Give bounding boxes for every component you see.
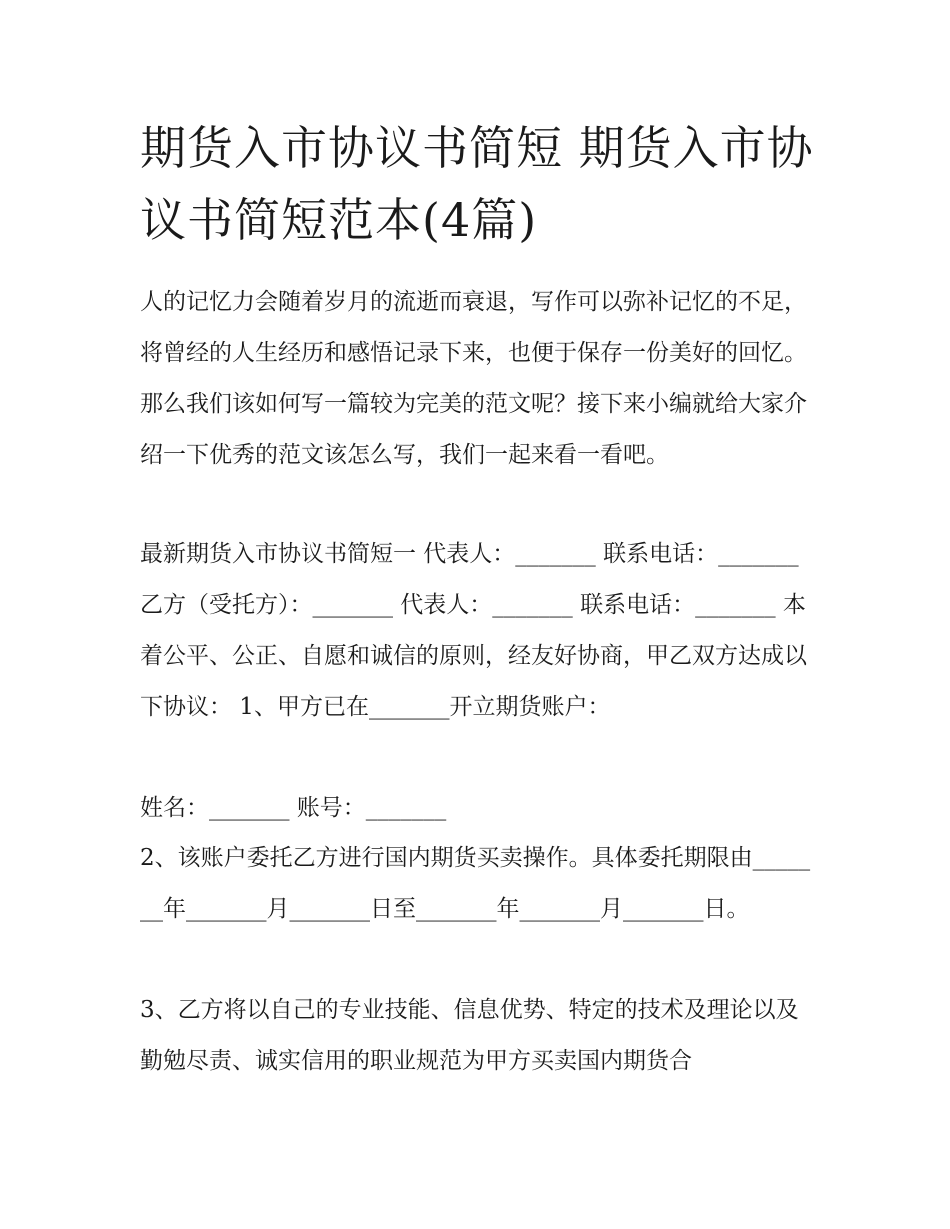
agreement-parties-paragraph: 最新期货入市协议书简短一 代表人：_______ 联系电话：_______ 乙方（受托方）：_______ 代表人：_______ 联系电话：_______ 本着公平、公正、自愿和诚信的原则，经友好协商，甲乙双方达成以下协议： 1、甲方已在_______开立期货账户： bbox=[140, 541, 807, 720]
account-name-line: 姓名：_______ 账号：_______ bbox=[140, 795, 447, 821]
document-title: 期货入市协议书简短 期货入市协议书简短范本(4篇) bbox=[140, 121, 814, 247]
clause-3-paragraph: 3、乙方将以自己的专业技能、信息优势、特定的技术及理论以及勤勉尽责、诚实信用的职业规范为甲方买卖国内期货合 bbox=[140, 997, 799, 1074]
intro-paragraph: 人的记忆力会随着岁月的流逝而衰退，写作可以弥补记忆的不足，将曾经的人生经历和感悟记录下来，也便于保存一份美好的回忆。那么我们该如何写一篇较为完美的范文呢？接下来小编就给大家介绍一下优秀的范文该怎么写，我们一起来看一看吧。 bbox=[140, 289, 807, 468]
clause-2-paragraph: 2、该账户委托乙方进行国内期货买卖操作。具体委托期限由_______年_______月_______日至_______年_______月_______日。 bbox=[140, 845, 811, 922]
